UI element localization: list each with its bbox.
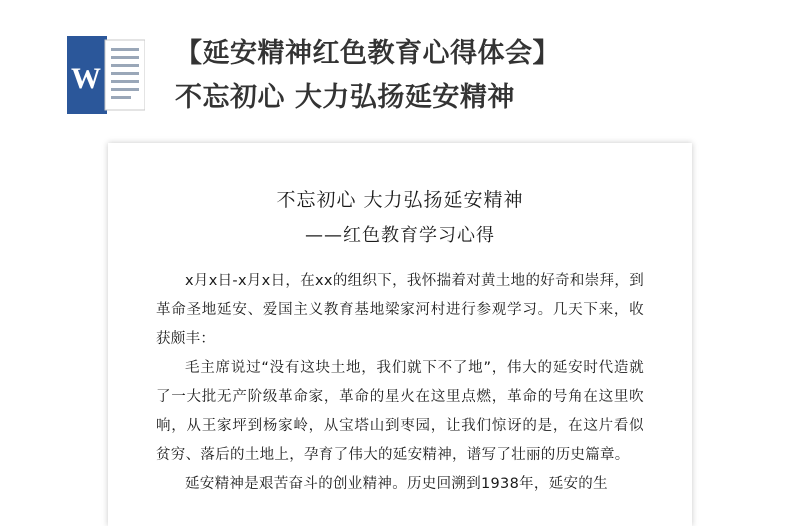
document-paragraph: 延安精神是艰苦奋斗的创业精神。历史回溯到1938年，延安的生	[185, 476, 608, 492]
document-paragraph: x月x日-x月x日，在xx的组织下，我怀揣着对黄土地的好奇和崇拜，到革命圣地延安、爱国主义教育基地梁家河村进行参观学习。几天下来，收获颇丰：	[156, 273, 644, 347]
document-heading: 不忘初心 大力弘扬延安精神	[276, 189, 524, 211]
title-line-1: 【延安精神红色教育心得体会】	[175, 38, 560, 69]
document-body	[108, 143, 692, 526]
title-line-2: 不忘初心 大力弘扬延安精神	[175, 82, 515, 113]
svg-text:W: W	[71, 62, 101, 95]
document-subheading: ——红色教育学习心得	[305, 225, 495, 246]
page-title	[175, 32, 755, 120]
header	[0, 0, 800, 140]
word-document-icon	[67, 36, 145, 114]
document-paragraph: 毛主席说过“没有这块土地，我们就下不了地”，伟大的延安时代造就了一大批无产阶级革命家，革命的星火在这里点燃，革命的号角在这里吹响，从王家坪到杨家岭，从宝塔山到枣园，让我们惊讶的是，在这片看似贫穷、落后的土地上，孕育了伟大的延安精神，谱写了壮丽的历史篇章。	[156, 360, 644, 463]
